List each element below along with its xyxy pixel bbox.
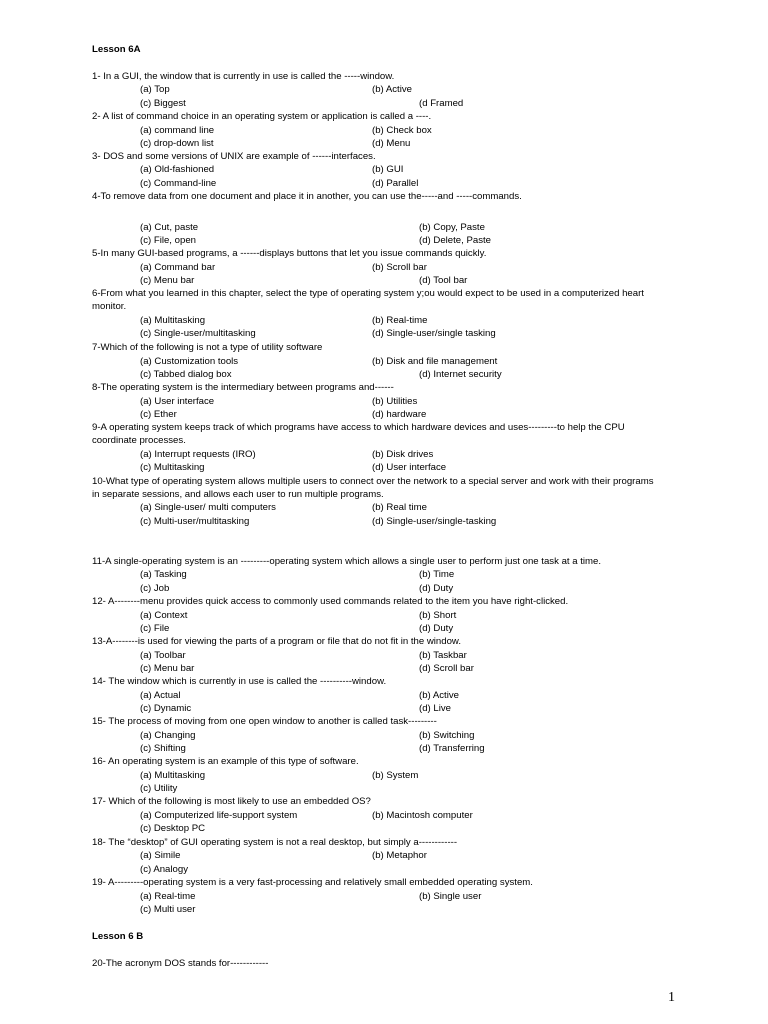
- question-12: 12- A--------menu provides quick access to commonly used commands related to the item you have right-clicked.: [92, 596, 569, 607]
- option-4c: (c) File, open: [140, 235, 196, 246]
- option-9b: (b) Disk drives: [372, 449, 434, 460]
- option-5b: (b) Scroll bar: [372, 262, 427, 273]
- question-17: 17- Which of the following is most likely to use an embedded OS?: [92, 796, 371, 807]
- question-16: 16- An operating system is an example of this type of software.: [92, 756, 359, 767]
- option-17b: (b) Macintosh computer: [372, 810, 473, 821]
- option-4b: (b) Copy, Paste: [419, 222, 485, 233]
- question-15: 15- The process of moving from one open window to another is called task---------: [92, 716, 437, 727]
- option-6c: (c) Single-user/multitasking: [140, 328, 256, 339]
- option-2b: (b) Check box: [372, 125, 432, 136]
- option-15a: (a) Changing: [140, 730, 196, 741]
- option-1b: (b) Active: [372, 84, 412, 95]
- option-19a: (a) Real-time: [140, 891, 196, 902]
- option-4d: (d) Delete, Paste: [419, 235, 491, 246]
- option-2c: (c) drop-down list: [140, 138, 214, 149]
- lesson-heading-a: Lesson 6A: [92, 44, 141, 55]
- option-14c: (c) Dynamic: [140, 703, 192, 714]
- option-15d: (d) Transferring: [419, 743, 485, 754]
- option-6b: (b) Real-time: [372, 315, 428, 326]
- option-3d: (d) Parallel: [372, 178, 419, 189]
- option-2a: (a) command line: [140, 125, 215, 136]
- option-9a: (a) Interrupt requests (IRO): [140, 449, 256, 460]
- option-8c: (c) Ether: [140, 409, 177, 420]
- option-1a: (a) Top: [140, 84, 170, 95]
- option-16a: (a) Multitasking: [140, 770, 206, 781]
- lesson-heading-b: Lesson 6 B: [92, 931, 144, 942]
- option-10c: (c) Multi-user/multitasking: [140, 516, 250, 527]
- option-15b: (b) Switching: [419, 730, 475, 741]
- question-20: 20-The acronym DOS stands for------------: [92, 958, 269, 969]
- question-13: 13-A--------is used for viewing the parts of a program or file that do not fit in the window.: [92, 636, 461, 647]
- question-10: 10-What type of operating system allows multiple users to connect over the network to a special server and work with their programs in separate sessions, and allows each user to run multiple programs.: [92, 476, 654, 500]
- option-19b: (b) Single user: [419, 891, 482, 902]
- option-13a: (a) Toolbar: [140, 650, 186, 661]
- option-14d: (d) Live: [419, 703, 451, 714]
- option-16b: (b) System: [372, 770, 419, 781]
- option-11b: (b) Time: [419, 569, 455, 580]
- option-8a: (a) User interface: [140, 396, 215, 407]
- option-12b: (b) Short: [419, 610, 457, 621]
- question-6: 6-From what you learned in this chapter, select the type of operating system y;ou would expect to be used in a computerized heart monitor.: [92, 288, 644, 312]
- question-9: 9-A operating system keeps track of which programs have access to which hardware devices and uses---------to help the CPU coordinate processes.: [92, 422, 625, 446]
- question-11: 11-A single-operating system is an ---------operating system which allows a single user to perform just one task at a time.: [92, 556, 602, 567]
- option-11d: (d) Duty: [419, 583, 454, 594]
- option-7d: (d) Internet security: [419, 369, 502, 380]
- option-3a: (a) Old-fashioned: [140, 164, 215, 175]
- option-15c: (c) Shifting: [140, 743, 186, 754]
- option-11a: (a) Tasking: [140, 569, 187, 580]
- option-7b: (b) Disk and file management: [372, 356, 498, 367]
- question-5: 5-In many GUI-based programs, a ------displays buttons that let you issue commands quickly.: [92, 248, 487, 259]
- option-18a: (a) Simile: [140, 850, 181, 861]
- option-1d: (d Framed: [419, 98, 464, 109]
- question-18: 18- The “desktop” of GUI operating system is not a real desktop, but simply a------------: [92, 837, 458, 848]
- option-13c: (c) Menu bar: [140, 663, 195, 674]
- option-6d: (d) Single-user/single tasking: [372, 328, 496, 339]
- option-1c: (c) Biggest: [140, 98, 186, 109]
- option-13d: (d) Scroll bar: [419, 663, 474, 674]
- question-8: 8-The operating system is the intermediary between programs and------: [92, 382, 394, 393]
- question-2: 2- A list of command choice in an operating system or application is called a ----.: [92, 111, 432, 122]
- option-12c: (c) File: [140, 623, 170, 634]
- option-7c: (c) Tabbed dialog box: [140, 369, 232, 380]
- option-5c: (c) Menu bar: [140, 275, 195, 286]
- option-5d: (d) Tool bar: [419, 275, 468, 286]
- question-4: 4-To remove data from one document and place it in another, you can use the-----and -----commands.: [92, 191, 522, 202]
- option-13b: (b) Taskbar: [419, 650, 467, 661]
- option-12a: (a) Context: [140, 610, 188, 621]
- option-18b: (b) Metaphor: [372, 850, 427, 861]
- question-1: 1- In a GUI, the window that is currently in use is called the -----window.: [92, 71, 395, 82]
- option-4a: (a) Cut, paste: [140, 222, 199, 233]
- option-14a: (a) Actual: [140, 690, 181, 701]
- option-6a: (a) Multitasking: [140, 315, 206, 326]
- option-19c: (c) Multi user: [140, 904, 196, 915]
- page-number: 1: [668, 990, 675, 1005]
- option-9c: (c) Multitasking: [140, 462, 205, 473]
- option-10b: (b) Real time: [372, 502, 427, 513]
- option-9d: (d) User interface: [372, 462, 447, 473]
- option-3b: (b) GUI: [372, 164, 404, 175]
- option-14b: (b) Active: [419, 690, 459, 701]
- option-8d: (d) hardware: [372, 409, 427, 420]
- option-12d: (d) Duty: [419, 623, 454, 634]
- question-14: 14- The window which is currently in use is called the ----------window.: [92, 676, 387, 687]
- question-19: 19- A---------operating system is a very fast-processing and relatively small embedded operating system.: [92, 877, 533, 888]
- option-10a: (a) Single-user/ multi computers: [140, 502, 276, 513]
- option-7a: (a) Customization tools: [140, 356, 239, 367]
- option-16c: (c) Utility: [140, 783, 178, 794]
- option-2d: (d) Menu: [372, 138, 411, 149]
- option-10d: (d) Single-user/single-tasking: [372, 516, 497, 527]
- option-3c: (c) Command-line: [140, 178, 217, 189]
- question-3: 3- DOS and some versions of UNIX are example of ------interfaces.: [92, 151, 376, 162]
- question-7: 7-Which of the following is not a type of utility software: [92, 342, 323, 353]
- option-8b: (b) Utilities: [372, 396, 418, 407]
- option-5a: (a) Command bar: [140, 262, 216, 273]
- option-17a: (a) Computerized life-support system: [140, 810, 298, 821]
- option-11c: (c) Job: [140, 583, 170, 594]
- option-17c: (c) Desktop PC: [140, 823, 206, 834]
- option-18c: (c) Analogy: [140, 864, 188, 875]
